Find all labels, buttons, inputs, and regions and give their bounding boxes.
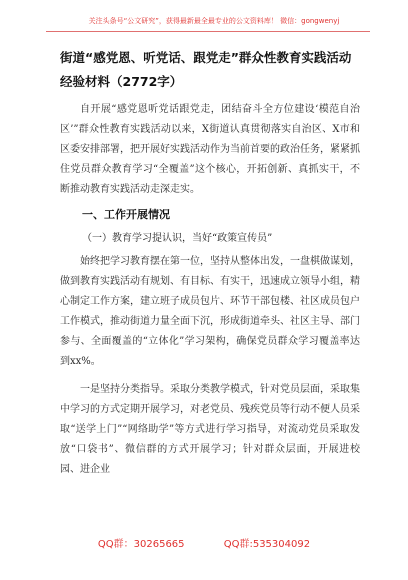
header-divider [46, 31, 370, 32]
section-heading: 一、工作开展情况 [82, 208, 170, 221]
intro-paragraph: 自开展“感党恩听党话跟党走，团结奋斗全方位建设‘模范自治区’”群众性教育实践活动以来，X街道认真贯彻落实自治区、X市和区委安排部署，把开展好实践活动作为当前首要的政治任务，紧紧抓住党员群众教育学习“全覆盖”这个核心，开拓创新、真抓实干，不断推动教育实践活动走深走实。 [60, 104, 360, 195]
qq-group-2: QQ群:535304092 [223, 539, 311, 550]
qq-group-1: QQ群：30265665 [97, 539, 185, 550]
document-title: 街道“感党恩、听党话、跟党走”群众性教育实践活动经验材料（2772字） [60, 50, 352, 89]
document-body [60, 46, 360, 480]
subsection-heading: （一）教育学习提认识，当好“政策宣传员” [82, 233, 273, 244]
header-banner: 关注头条号“公文研究”，获得最新最全最专业的公文资料库！ 微信：gongwenyj [88, 17, 340, 25]
footer-contacts [0, 538, 408, 552]
paragraph-gap [60, 372, 360, 380]
body-paragraph: 始终把学习教育摆在第一位，坚持从整体出发，一盘棋做谋划，做到教育实践活动有规划、有目标、有实干，迅速成立领导小组，精心制定工作方案，建立班子成员包片、环节干部包楼、社区成员包户工作模式，推动街道力量全面下沉，形成街道牵头、社区主导、部门参与、全面覆盖的“立体化”学习架构，确保党员群众学习覆盖率达到xx%。 [60, 256, 360, 367]
body-paragraph: 一是坚持分类指导。采取分类教学模式，针对党员层面，采取集中学习的方式定期开展学习，对老党员、残疾党员等行动不便人员采取“送学上门”“网络助学”等方式进行学习指导，对流动党员采取发放“口袋书”、微信群的方式开展学习；针对群众层面，开展进校园、进企业 [60, 384, 360, 475]
